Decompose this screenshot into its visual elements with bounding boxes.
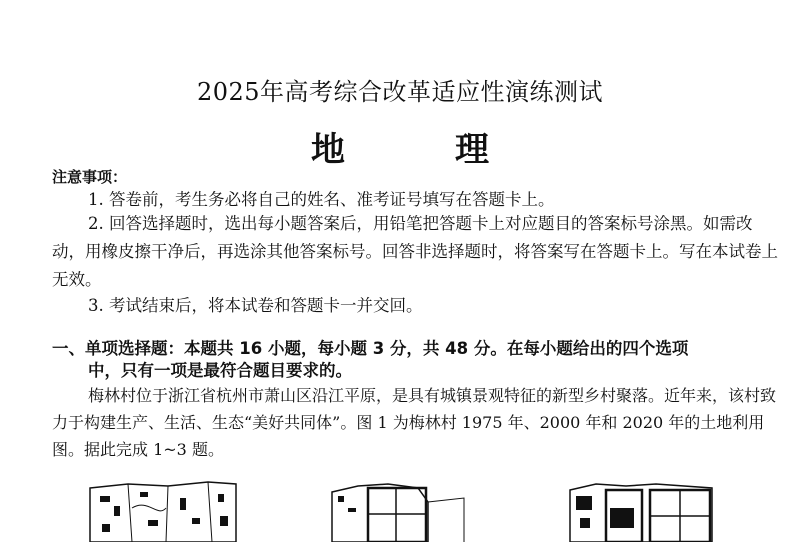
note-item-2: 2. 回答选择题时，选出每小题答案后，用铅笔把答题卡上对应题目的答案标号涂黑。如需改动，用橡皮擦干净后，再选涂其他答案标号。回答非选择题时，将答案写在答题卡上。写在本试卷上无效。 <box>52 214 778 289</box>
map-1975 <box>88 478 238 542</box>
section-heading-line1: 一、单项选择题：本题共 16 小题，每小题 3 分，共 48 分。在每小题给出的四个选项 <box>52 339 689 358</box>
note-item-1: 1. 答卷前，考生务必将自己的姓名、准考证号填写在答题卡上。 <box>88 190 555 209</box>
exam-title: 2025年高考综合改革适应性演练测试 <box>196 78 604 106</box>
section-heading-line2: 中，只有一项是最符合题目要求的。 <box>88 361 352 380</box>
note-item-3: 3. 考试结束后，将本试卷和答题卡一并交回。 <box>88 296 423 315</box>
section-heading <box>52 338 782 382</box>
map-2000 <box>328 478 468 542</box>
notes-label: 注意事项： <box>52 168 128 186</box>
map-1975-graphic <box>88 478 238 542</box>
map-2020-graphic <box>566 478 716 542</box>
map-2020 <box>566 478 716 542</box>
map-2000-graphic <box>328 478 468 542</box>
subject-text: 地 理 <box>311 130 527 170</box>
passage-text: 梅林村位于浙江省杭州市萧山区沿江平原，是具有城镇景观特征的新型乡村聚落。近年来，该村致力于构建生产、生活、生态“美好共同体”。图 1 为梅林村 1975 年、2000 年和 2020 年的土地利用图。据此完成 1~3 题。 <box>52 386 777 459</box>
subject-title <box>0 122 800 171</box>
